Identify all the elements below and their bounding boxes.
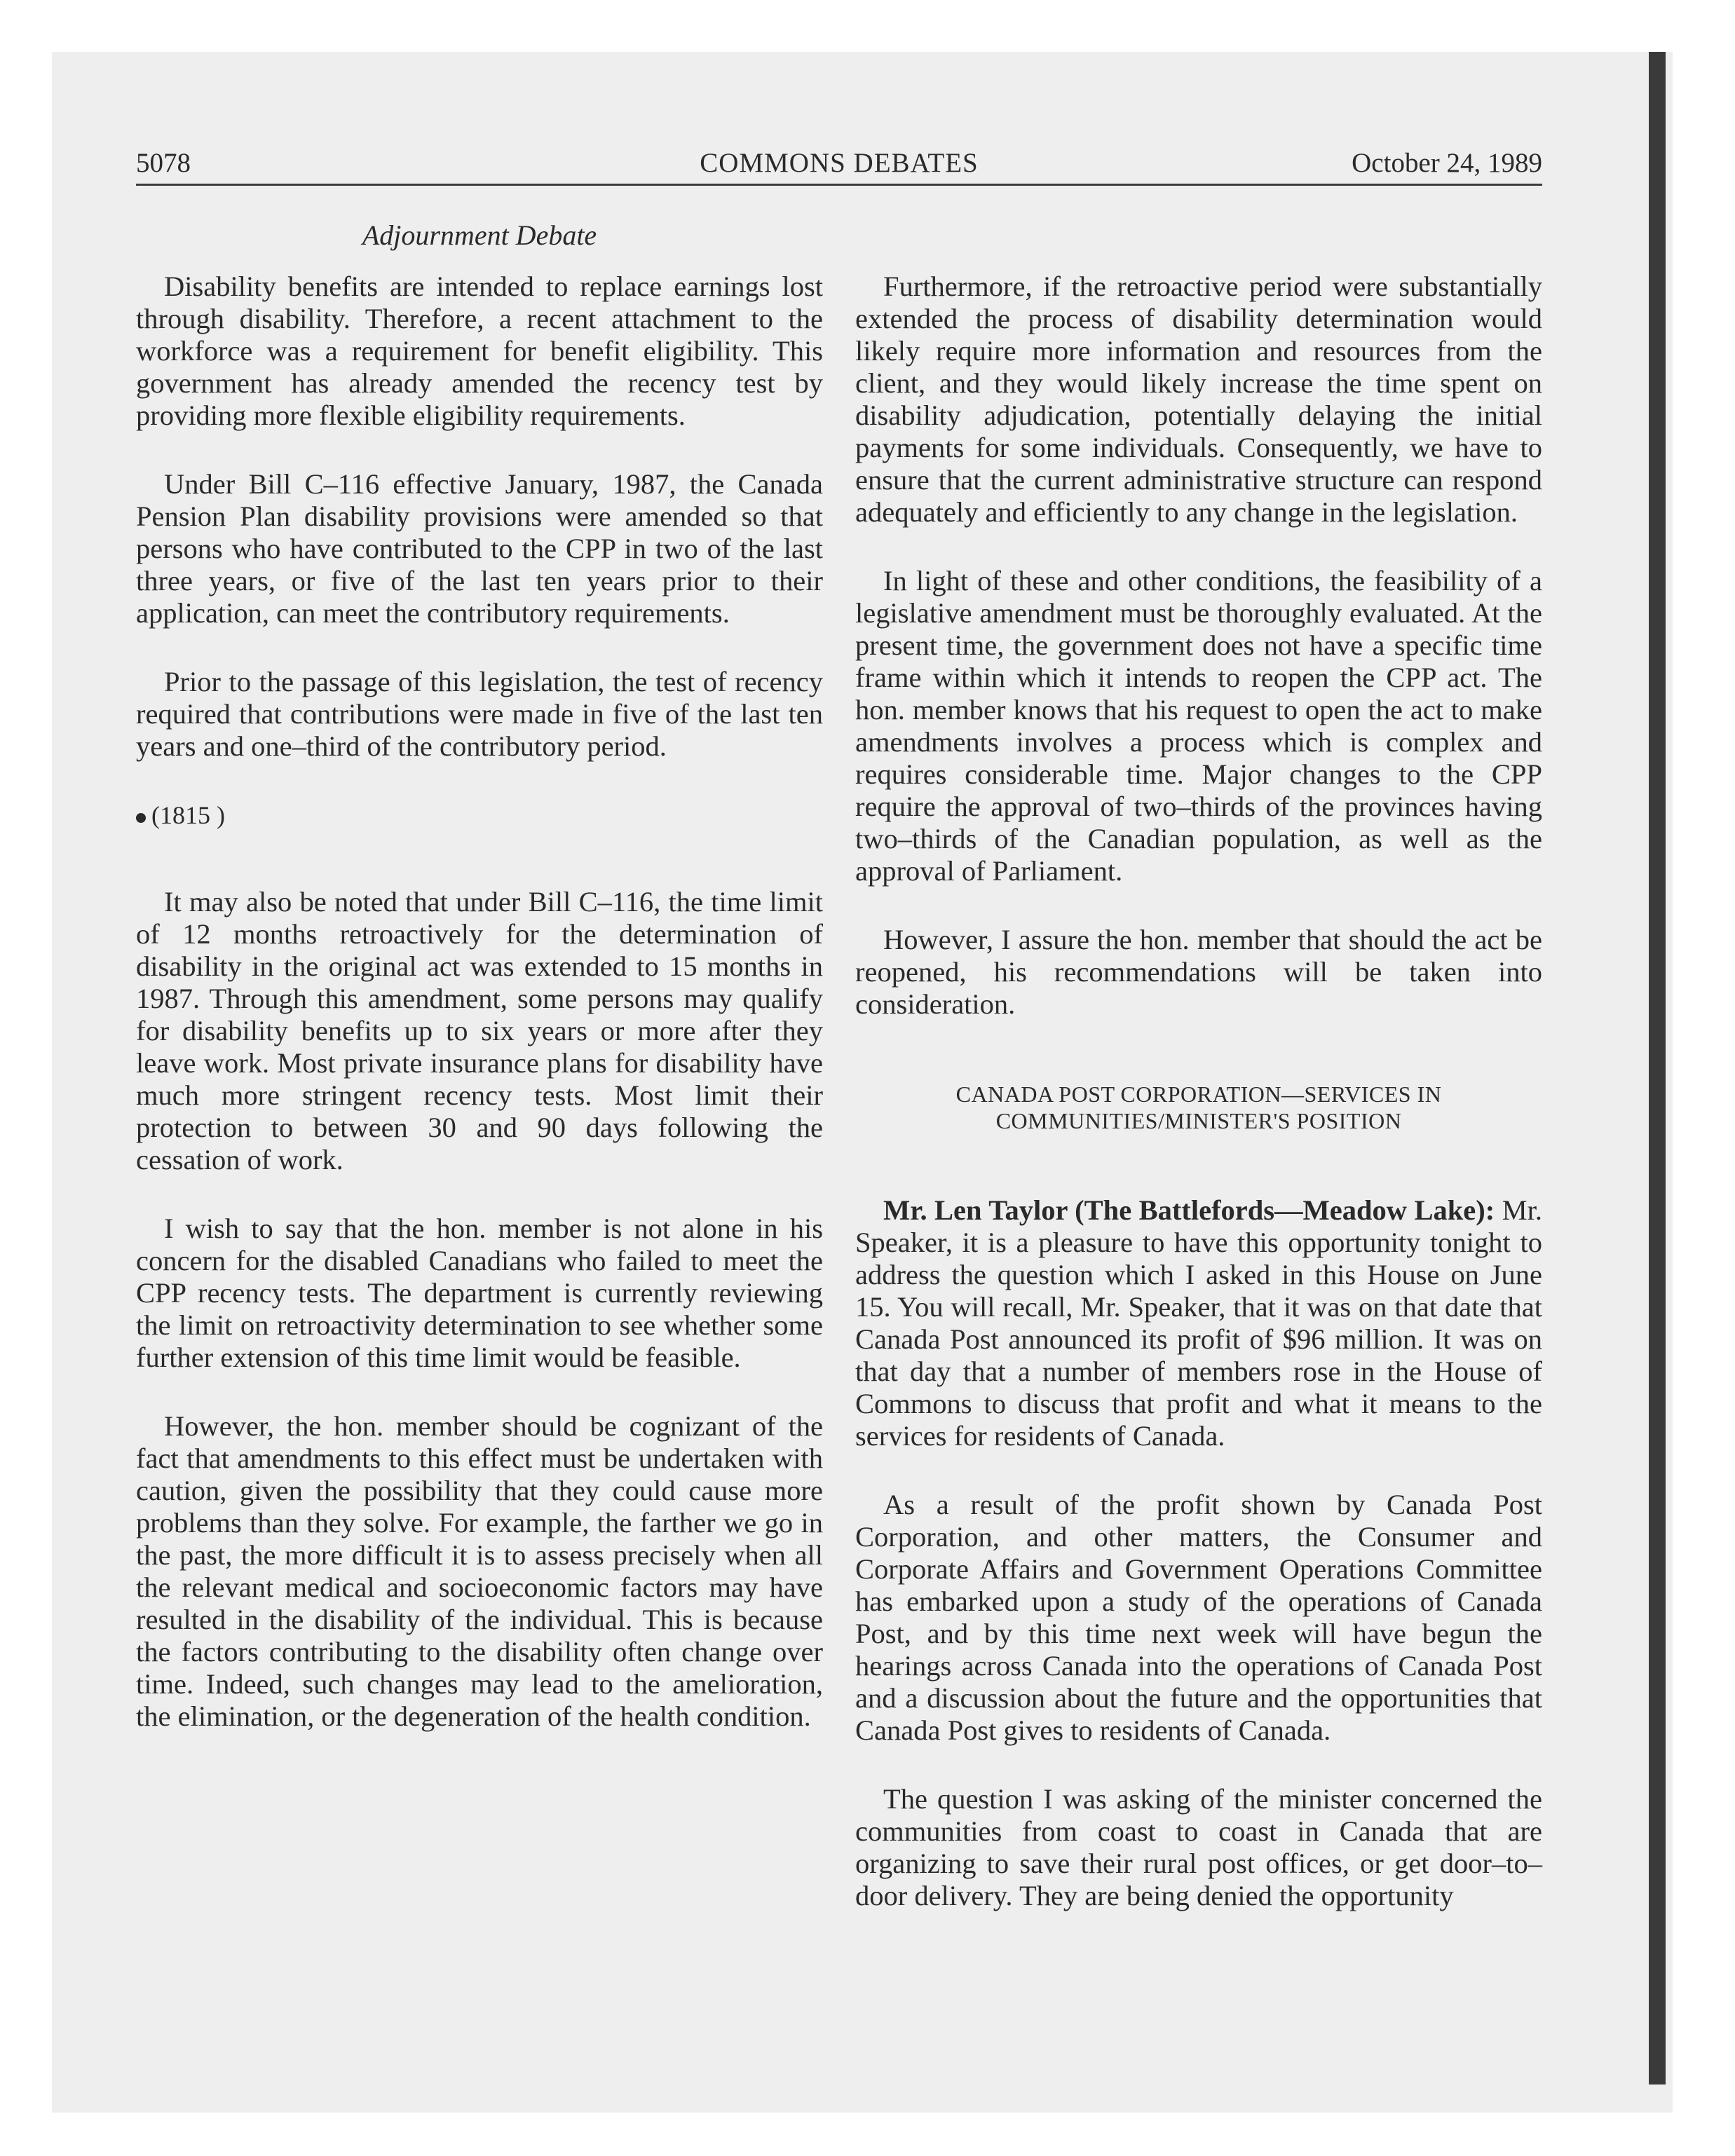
section-heading-line: CANADA POST CORPORATION—SERVICES IN bbox=[955, 1082, 1442, 1107]
time-marker bbox=[136, 799, 823, 831]
section-heading bbox=[855, 1081, 1542, 1134]
paragraph: Under Bill C–116 effective January, 1987, the Canada Pension Plan disability provisions were amended so that persons who have contributed to the CPP in two of the last three years, or five of the last ten years prior to their application, can meet the contributory requirements. bbox=[136, 468, 823, 629]
paragraph: Disability benefits are intended to replace earnings lost through disability. Therefore, a recent attachment to the workforce was a requirement for benefit eligibility. This government has already amended the recency test by providing more flexible eligibility requirements. bbox=[136, 271, 823, 431]
paragraph: In light of these and other conditions, the feasibility of a legislative amendment must be thoroughly evaluated. At the present time, the government does not have a specific time frame within which it intends to reopen the CPP act. The hon. member knows that his request to open the act to make amendments involves a process which is complex and requires considerable time. Major changes to the CPP require the approval of two–thirds of the provinces having two–thirds of the Canadian population, as well as the approval of Parliament. bbox=[855, 565, 1542, 887]
paragraph: However, the hon. member should be cognizant of the fact that amendments to this effect must be undertaken with caution, given the possibility that they could cause more problems than they solve. For example, the farther we go in the past, the more difficult it is to assess precisely when all the relevant medical and socioeconomic factors may have resulted in the disability of the individual. This is because the factors contributing to the disability often change over time. Indeed, such changes may lead to the amelioration, the elimination, or the degeneration of the health condition. bbox=[136, 1410, 823, 1732]
bullet-icon bbox=[136, 813, 146, 823]
header-date: October 24, 1989 bbox=[1352, 148, 1542, 178]
paragraph: I wish to say that the hon. member is not alone in his concern for the disabled Canadians who failed to meet the CPP recency tests. The department is currently reviewing the limit on retroactivity determination to see whether some further extension of this time limit would be feasible. bbox=[136, 1213, 823, 1373]
paragraph: As a result of the profit shown by Canada Post Corporation, and other matters, the Consumer and Corporate Affairs and Government Operations Committee has embarked upon a study of the operations of Canada Post, and by this time next week will have begun the hearings across Canada into the operations of Canada Post and a discussion about the future and the opportunities that Canada Post gives to residents of Canada. bbox=[855, 1489, 1542, 1746]
paragraph: It may also be noted that under Bill C–116, the time limit of 12 months retroactively for the determination of disability in the original act was extended to 15 months in 1987. Through this amendment, some persons may qualify for disability benefits up to six years or more after they leave work. Most private insurance plans for disability have much more stringent recency tests. Most limit their protection to between 30 and 90 days following the cessation of work. bbox=[136, 886, 823, 1175]
running-header bbox=[136, 140, 1542, 182]
paragraph: However, I assure the hon. member that should the act be reopened, his recommendations will be taken into consideration. bbox=[855, 924, 1542, 1020]
speaker-name: Mr. Len Taylor (The Battlefords—Meadow Lake): bbox=[883, 1194, 1495, 1226]
header-rule bbox=[136, 184, 1542, 186]
publication-title: COMMONS DEBATES bbox=[700, 148, 979, 178]
paragraph: Furthermore, if the retroactive period were substantially extended the process of disability determination would likely require more information and resources from the client, and they would likely increase the time spent on disability adjudication, potentially delaying the initial payments for some individuals. Consequently, we have to ensure that the current administrative structure can respond adequately and efficiently to any change in the legislation. bbox=[855, 271, 1542, 528]
right-column bbox=[855, 271, 1542, 1912]
speech-paragraph bbox=[855, 1194, 1542, 1452]
paragraph: Prior to the passage of this legislation, the test of recency required that contributions were made in five of the last ten years and one–third of the contributory period. bbox=[136, 666, 823, 762]
speech-text: Mr. Speaker, it is a pleasure to have this opportunity tonight to address the question which I asked in this House on June 15. You will recall, Mr. Speaker, that it was on that date that Canada Post announced its profit of $96 million. It was on that day that a number of members rose in the House of Commons to discuss that profit and what it means to the services for residents of Canada. bbox=[855, 1194, 1543, 1452]
section-label: Adjournment Debate bbox=[362, 219, 597, 251]
section-heading-line: COMMUNITIES/MINISTER'S POSITION bbox=[995, 1108, 1402, 1133]
page-number: 5078 bbox=[136, 148, 191, 178]
left-column bbox=[136, 271, 823, 1733]
page-edge-shadow bbox=[1649, 52, 1666, 2085]
paragraph: The question I was asking of the minister concerned the communities from coast to coast in Canada that are organizing to save their rural post offices, or get door–to–door delivery. They are being denied the opportunity bbox=[855, 1783, 1542, 1911]
time-marker-text: (1815 ) bbox=[151, 801, 225, 829]
